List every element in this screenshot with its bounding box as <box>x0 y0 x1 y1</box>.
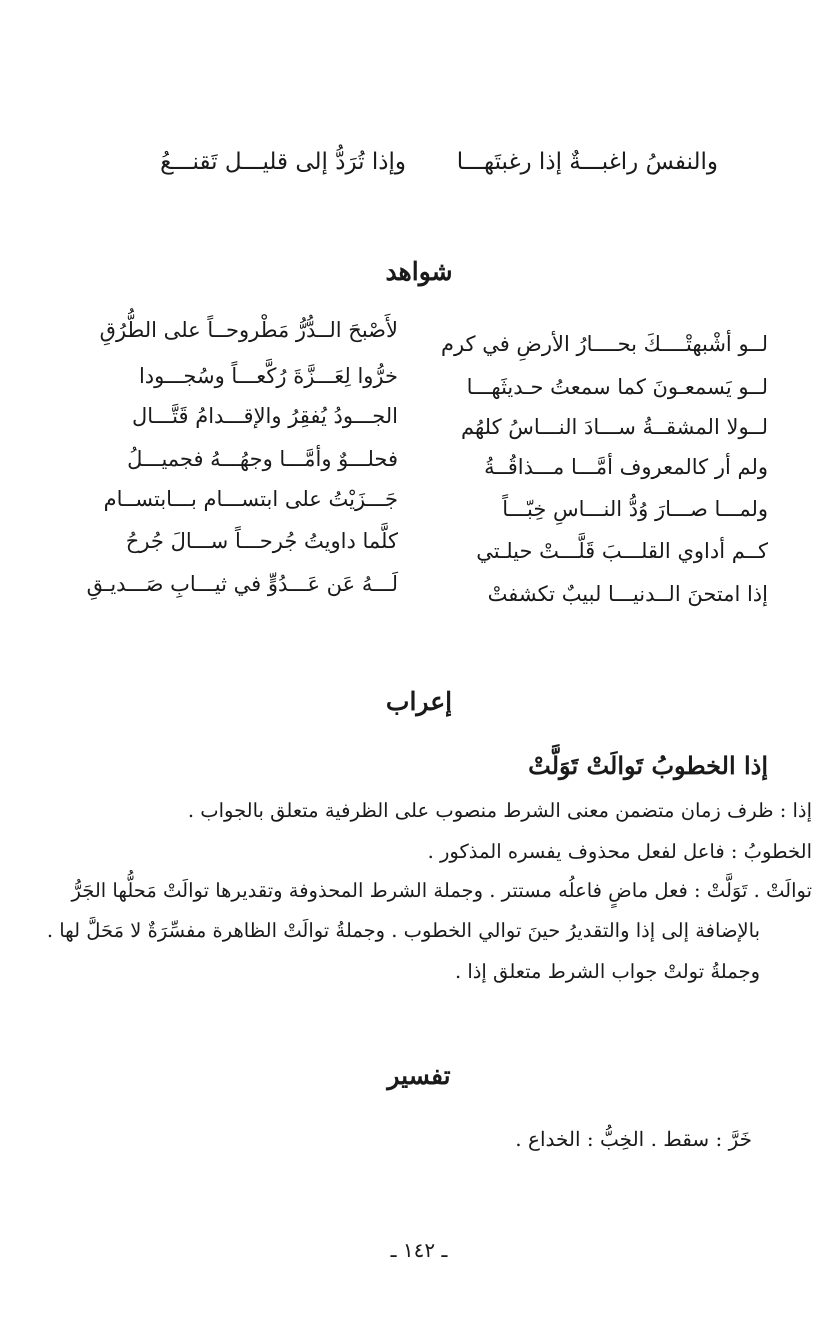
shahid-right-6: كــم أداوي القلـــبَ قَلَّـــتْ حيلـتي <box>476 539 768 563</box>
top-verse-left-hemistich: وإذا تُرَدُّ إلى قليـــل تَقنـــعُ <box>160 149 406 175</box>
irab-line-5: وجملةُ تولتْ جواب الشرط متعلق إذا . <box>454 960 760 983</box>
page-number: ـ ١٤٢ ـ <box>390 1238 448 1262</box>
shahid-left-1: لأَصْبحَ الــدُّرُّ مَطْروحــاً على الطُّرُقِ <box>99 318 398 342</box>
shahid-left-7: لَـــهُ عَن عَـــدُوٍّ في ثيـــابِ صَـــديـقِ <box>86 572 398 596</box>
shahid-right-2: لــو يَسمعـونَ كما سمعتُ حـديثَهـــا <box>466 375 768 399</box>
top-verse-right-hemistich: والنفسُ راغبـــةٌ إذا رغبتَهـــا <box>456 149 718 175</box>
top-verse <box>0 147 838 179</box>
shahid-left-5: جَـــزَيْتُ على ابتســـام بـــابتســام <box>103 487 398 511</box>
irab-line-3: توالَتْ . تَوَلَّتْ : فعل ماضٍ فاعلُه مستتر . وجملة الشرط المحذوفة وتقديرها توالَتْ مَحلُّها الجَرُّ <box>71 879 812 902</box>
shahid-left-2: خرُّوا لِعَـــزَّةَ رُكَّعـــاً وسُجـــودا <box>138 364 398 388</box>
shahid-left-4: فحلـــوٌ وأمَّـــا وجهُـــهُ فجميـــلُ <box>127 447 398 471</box>
shahid-right-1: لــو أشْبهتْــــكَ بحــــارُ الأرضِ في كرم <box>440 332 768 356</box>
shahid-right-5: ولمـــا صـــارَ وُدُّ النـــاسِ خِبّـــاً <box>502 497 768 521</box>
irab-line-1: إذا : ظرف زمان متضمن معنى الشرط منصوب على الظرفية متعلق بالجواب . <box>187 799 812 822</box>
shahid-left-6: كلَّما داويتُ جُرحـــاً ســـالَ جُرحُ <box>125 529 398 553</box>
irab-heading: إعراب <box>385 687 453 716</box>
shawahid-heading: شواهد <box>385 257 453 286</box>
tafsir-line: خَرَّ : سقط . الخِبُّ : الخداع . <box>515 1127 752 1151</box>
irab-title: إذا الخطوبُ تَوالَتْ تَوَلَّتْ <box>528 751 768 780</box>
irab-line-4: بالإضافة إلى إذا والتقديرُ حينَ توالي الخطوب . وجملةُ توالَتْ الظاهرة مفسِّرَةٌ لا مَحَلَّ لها . <box>46 919 760 942</box>
tafsir-heading: تفسير <box>387 1061 451 1090</box>
shahid-right-7: إذا امتحنَ الــدنيـــا لبيبٌ تكشفتْ <box>487 582 768 606</box>
irab-line-2: الخطوبُ : فاعل لفعل محذوف يفسره المذكور . <box>427 840 812 863</box>
shahid-right-3: لــولا المشقــةُ ســـادَ النـــاسُ كلهُم <box>461 415 768 439</box>
shahid-right-4: ولم أر كالمعروف أمَّـــا مـــذاقُــةُ <box>484 455 768 479</box>
shahid-left-3: الجـــودُ يُفقِرُ والإقـــدامُ قَتَّـــال <box>132 404 398 428</box>
